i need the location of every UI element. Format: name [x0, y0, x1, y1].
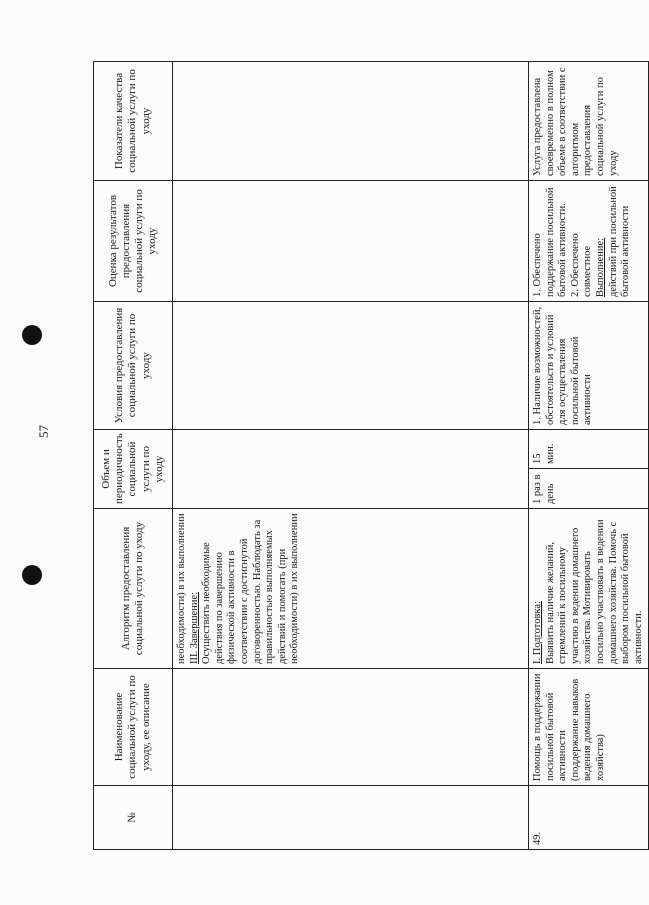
periodicity: 1 раз в день: [532, 474, 556, 504]
cell-number: 49.: [529, 786, 649, 850]
table-wrapper: [93, 62, 644, 850]
cell-empty: [173, 62, 529, 181]
evaluation-item-2: 2. Обеспечено совместное: [569, 233, 594, 297]
cell-empty: [173, 430, 529, 509]
algorithm-continued-text: необходимости) в их выполнении: [176, 513, 187, 664]
cell-quality: Услуга предоставлена своевременно в полном объеме в соответствии с алгоритмом предоставления социальной услуги по уходу: [529, 62, 649, 181]
binder-hole-top: [22, 325, 42, 345]
cell-evaluation: [529, 181, 649, 302]
header-volume: Объем и периодичность социальной услуги по уходу: [94, 430, 173, 509]
header-conditions: Условия предоставления социальной услуги по уходу: [94, 302, 173, 430]
table-row-49: [529, 62, 649, 850]
evaluation-heading: Выполнение:: [594, 237, 606, 297]
cell-volume: [529, 430, 649, 509]
services-table: [93, 61, 649, 850]
cell-algorithm-continued: [173, 509, 529, 669]
volume: 15 мин.: [529, 430, 648, 469]
binder-hole-bottom: [22, 565, 42, 585]
header-name: Наименование социальной услуги по уходу, ее описание: [94, 669, 173, 786]
step1-heading: I. Подготовка:: [532, 601, 543, 664]
header-evaluation: Оценка результатов предоставления социальной услуги по уходу: [94, 181, 173, 302]
evaluation-item-3: действий при посильной бытовой активности: [607, 186, 632, 297]
table-row-continuation: [173, 62, 529, 850]
cell-empty: [173, 669, 529, 786]
cell-empty: [173, 786, 529, 850]
cell-empty: [173, 181, 529, 302]
header-number: №: [94, 786, 173, 850]
step3-heading: III. Завершение:: [188, 591, 200, 664]
step1-text: Выявить наличие желаний, стремлений к посильному участию в ведении домашнего хозяйства. Мотивировать посильно участвовать в ведении домашнего хозяйства. Помочь с выбором посильной бытовой активности.: [544, 519, 644, 664]
cell-empty: [173, 302, 529, 430]
header-quality: Показатели качества социальной услуги по уходу: [94, 62, 173, 181]
page-number: 57: [36, 425, 51, 438]
header-algorithm: Алгоритм предоставления социальной услуги по уходу: [94, 509, 173, 669]
header-row: [94, 62, 173, 850]
cell-algorithm: [529, 509, 649, 669]
evaluation-item-1: 1. Обеспечено поддержание посильной бытовой активности.: [532, 187, 569, 297]
cell-service-name: Помощь в поддержании посильной бытовой активности (поддержание навыков ведения домашнего хозяйства): [529, 669, 649, 786]
cell-conditions: 1. Наличие возможностей, обстоятельств и условий для осуществления посильной бытовой активности: [529, 302, 649, 430]
step3-text: Осуществить необходимые действия по завершению физической активности в соответствии с достигнутой договоренностью. Наблюдать за правильностью выполняемых действий и помогать (при необходимости) в их выполнении: [201, 513, 301, 664]
rotated-table-container: [93, 62, 644, 850]
